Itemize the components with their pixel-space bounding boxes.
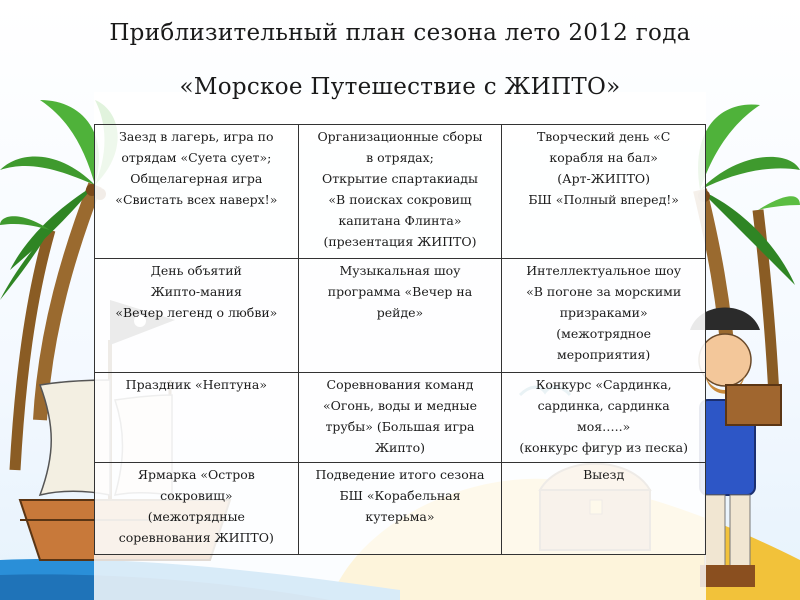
cell-text: День объятий Жипто-мания «Вечер легенд о любви»: [115, 263, 278, 320]
season-plan-table: [94, 124, 706, 555]
cell-text: Творческий день «С корабля на бал» (Арт-ЖИПТО) БШ «Полный вперед!»: [528, 129, 679, 207]
table-cell: [95, 259, 299, 373]
page-title: Приблизительный план сезона лето 2012 года: [109, 20, 691, 46]
table-cell: [502, 463, 706, 555]
cell-text: Конкурс «Сардинка, сардинка, сардинка моя…..» (конкурс фигур из песка): [519, 377, 688, 455]
table-row: [95, 373, 706, 463]
table-cell: [95, 125, 299, 259]
table-cell: [298, 125, 502, 259]
cell-text: Интеллектуальное шоу «В погоне за морскими призраками» (межотрядное мероприятия): [526, 263, 682, 362]
cell-text: Подведение итого сезона БШ «Корабельная кутерьма»: [315, 467, 485, 524]
cell-text: Ярмарка «Остров сокровищ» (межотрядные соревнования ЖИПТО): [118, 467, 274, 545]
table-cell: [502, 259, 706, 373]
table-cell: [298, 259, 502, 373]
table-row: [95, 259, 706, 373]
cell-text: Организационные сборы в отрядах; Открытие спартакиады «В поисках сокровищ капитана Флинта» (презентация ЖИПТО): [317, 129, 483, 249]
cell-text: Соревнования команд «Огонь, воды и медные трубы» (Большая игра Жипто): [322, 377, 477, 455]
table-cell: [502, 125, 706, 259]
table-cell: [298, 373, 502, 463]
page-subtitle: «Морское Путешествие с ЖИПТО»: [179, 74, 621, 100]
table-row: [95, 463, 706, 555]
table-cell: [95, 373, 299, 463]
cell-text: Праздник «Нептуна»: [125, 377, 267, 392]
table-cell: [95, 463, 299, 555]
cell-text: Музыкальная шоу программа «Вечер на рейде»: [327, 263, 473, 320]
table-row: [95, 125, 706, 259]
cell-text: Выезд: [583, 467, 625, 482]
table-cell: [502, 373, 706, 463]
cell-text: Заезд в лагерь, игра по отрядам «Суета сует»; Общелагерная игра «Свистать всех наверх!»: [115, 129, 278, 207]
table-cell: [298, 463, 502, 555]
